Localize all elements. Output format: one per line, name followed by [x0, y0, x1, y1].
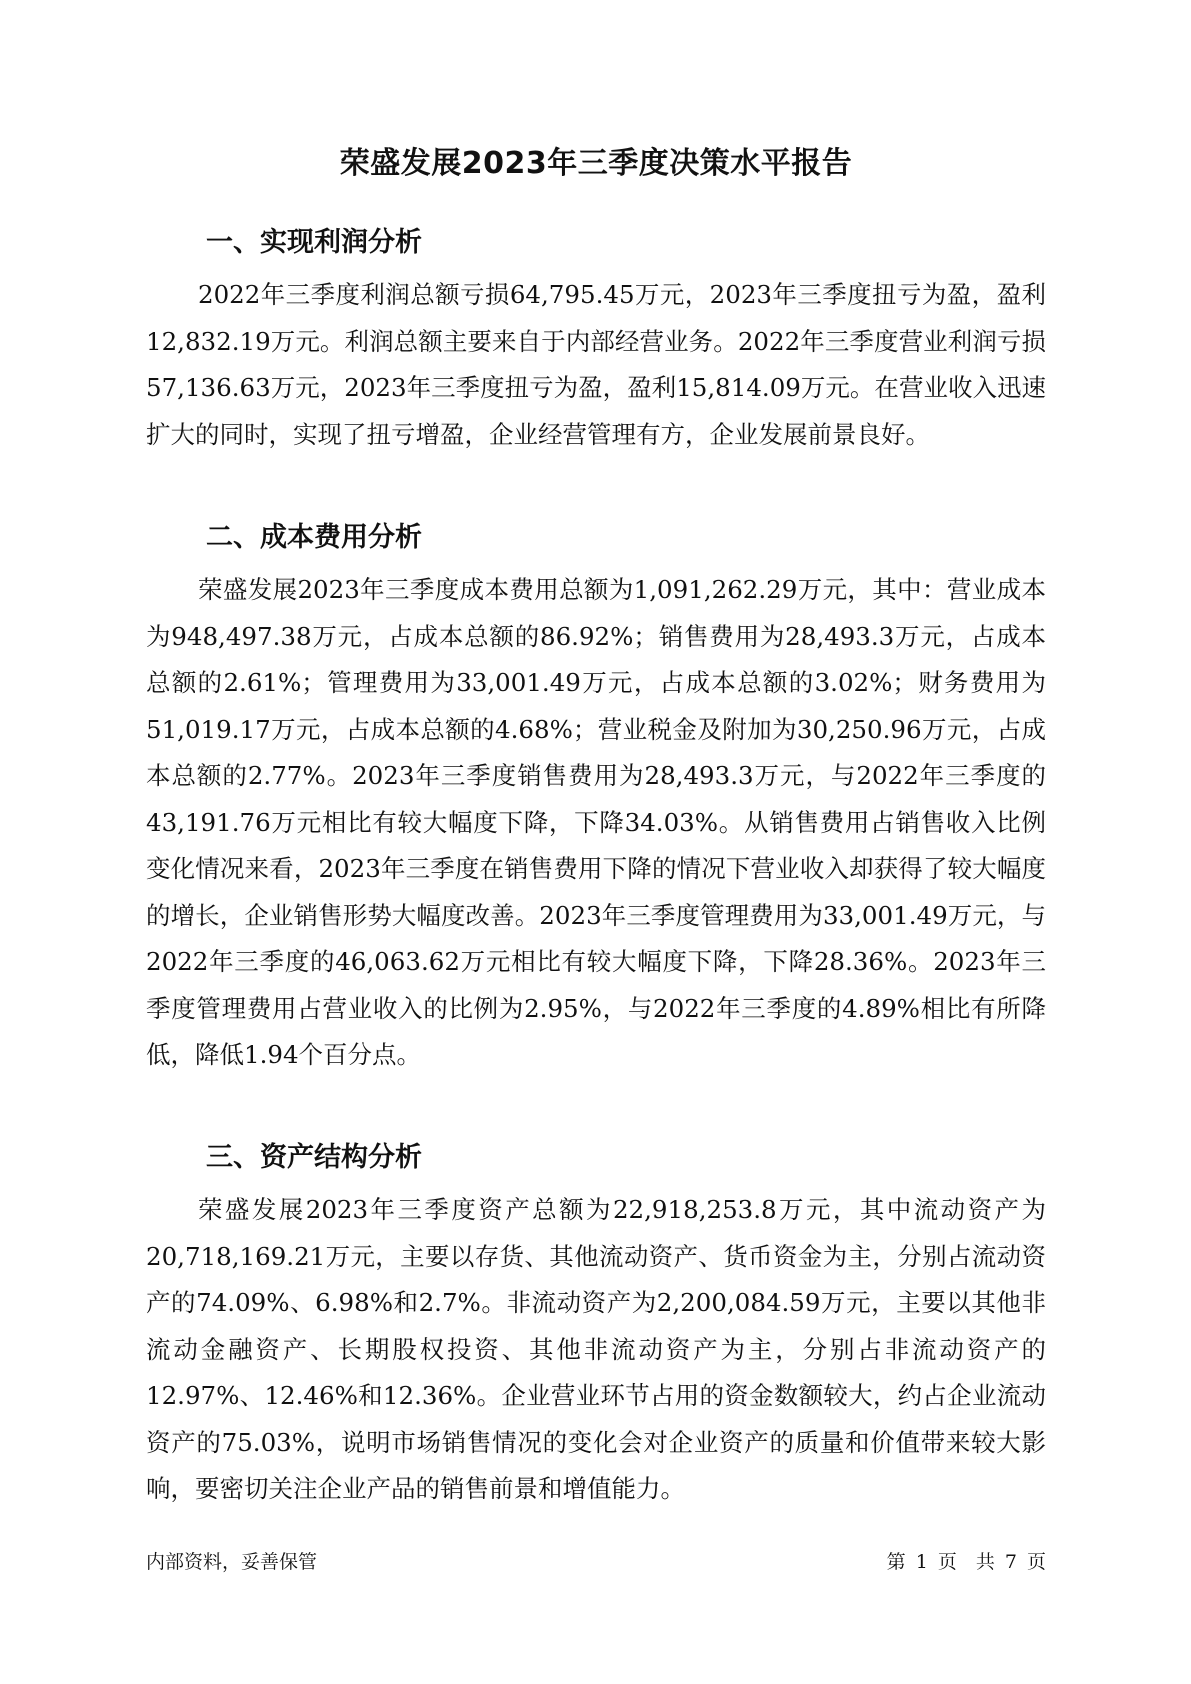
section-heading-profit: 一、实现利润分析 — [206, 227, 422, 258]
section-heading-cost: 二、成本费用分析 — [206, 522, 422, 553]
footer-page-number: 第 1 页 共 7 页 — [886, 1551, 1046, 1573]
section-body-cost: 荣盛发展2023年三季度成本费用总额为1,091,262.29万元，其中：营业成本为948,497.38万元，占成本总额的86.92%；销售费用为28,493.3万元，占成本总额的2.61%；管理费用为33,001.49万元，占成本总额的3.02%；财务费用为51,019.17万元，占成本总额的4.68%；营业税金及附加为30,250.96万元，占成本总额的2.77%。2023年三季度销售费用为28,493.3万元，与2022年三季度的43,191.76万元相比有较大幅度下降，下降34.03%。从销售费用占销售收入比例变化情况来看，2023年三季度在销售费用下降的情况下营业收入却获得了较大幅度的增长，企业销售形势大幅度改善。2023年三季度管理费用为33,001.49万元，与2022年三季度的46,063.62万元相比有较大幅度下降，下降28.36%。2023年三季度管理费用占营业收入的比例为2.95%，与2022年三季度的4.89%相比有所降低，降低1.94个百分点。 — [146, 575, 1046, 1069]
document-page — [146, 0, 1046, 1684]
section-body-assets: 荣盛发展2023年三季度资产总额为22,918,253.8万元，其中流动资产为20,718,169.21万元，主要以存货、其他流动资产、货币资金为主，分别占流动资产的74.09%、6.98%和2.7%。非流动资产为2,200,084.59万元，主要以其他非流动金融资产、长期股权投资、其他非流动资产为主，分别占非流动资产的12.97%、12.46%和12.36%。企业营业环节占用的资金数额较大，约占企业流动资产的75.03%，说明市场销售情况的变化会对企业资产的质量和价值带来较大影响，要密切关注企业产品的销售前景和增值能力。 — [146, 1195, 1046, 1503]
section-body-profit: 2022年三季度利润总额亏损64,795.45万元，2023年三季度扭亏为盈，盈利12,832.19万元。利润总额主要来自于内部经营业务。2022年三季度营业利润亏损57,136.63万元，2023年三季度扭亏为盈，盈利15,814.09万元。在营业收入迅速扩大的同时，实现了扭亏增盈，企业经营管理有方，企业发展前景良好。 — [146, 280, 1046, 449]
section-heading-assets: 三、资产结构分析 — [206, 1142, 422, 1173]
document-title: 荣盛发展2023年三季度决策水平报告 — [339, 146, 853, 181]
footer-confidential-note: 内部资料，妥善保管 — [146, 1551, 318, 1573]
